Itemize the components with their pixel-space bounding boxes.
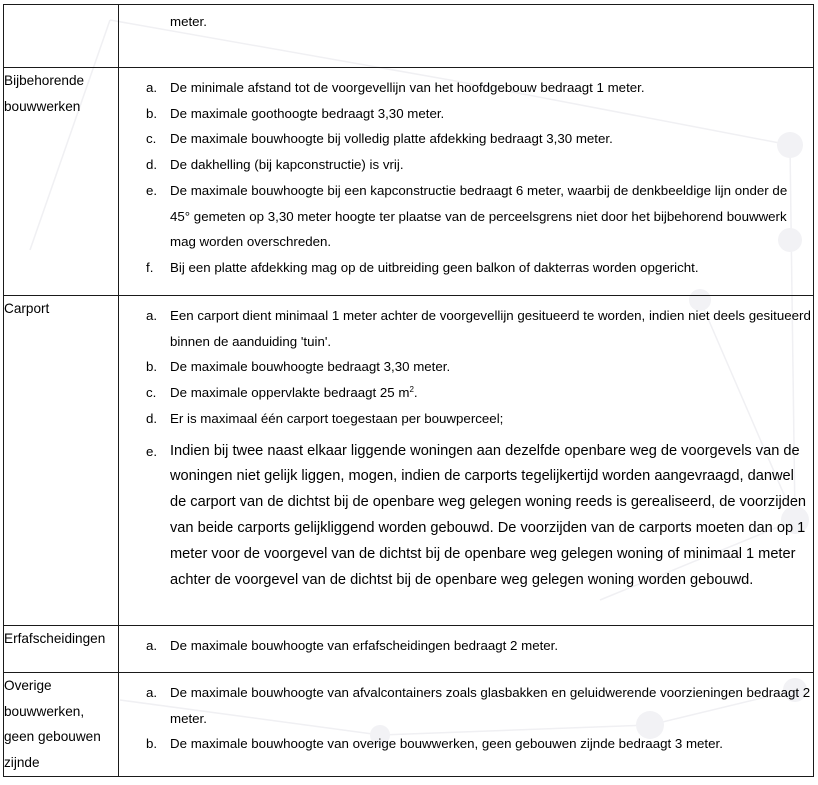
list-item: c. De maximale bouwhoogte bij volledig platte afdekking bedraagt 3,30 meter. [146, 131, 613, 147]
list-item: a. De maximale bouwhoogte van afvalcontainers zoals glasbakken en geluidwerende voorzieningen bedraagt 2 meter. [146, 685, 811, 726]
row-label: Erfafscheidingen [4, 626, 119, 673]
list-item: d. De dakhelling (bij kapconstructie) is vrij. [146, 157, 404, 173]
list-item: f. Bij een platte afdekking mag op de uitbreiding geen balkon of dakterras worden opgericht. [146, 259, 699, 275]
row-label: Overige bouwwerken, geen gebouwen zijnde [4, 673, 119, 777]
list-item: c. De maximale oppervlakte bedraagt 25 $m^2$. [146, 385, 418, 401]
rule-list [119, 673, 813, 757]
row-label [4, 5, 119, 68]
rule-list [119, 68, 813, 281]
superscript: 2 [409, 385, 414, 395]
regulations-table [3, 4, 814, 777]
row-label: Carport [4, 296, 119, 626]
list-item: a. De maximale bouwhoogte van erfafscheidingen bedraagt 2 meter. [146, 638, 559, 653]
table-row [4, 5, 814, 68]
list-item: e. De maximale bouwhoogte bij een kapconstructie bedraagt 6 meter, waarbij de denkbeeldige lijn onder de 45° gemeten op 3,30 meter hoogte ter plaatse van de perceelsgrens niet door het bijbehorend bouwwerk mag worden overschreden. [146, 182, 788, 250]
list-item: a. De minimale afstand tot de voorgevellijn van het hoofdgebouw bedraagt 1 meter. [146, 80, 645, 95]
table-row-overige-bouwwerken [4, 673, 814, 777]
table-row-bijbehorende-bouwwerken [4, 68, 814, 296]
list-item: e. Indien bij twee naast elkaar liggende woningen aan dezelfde openbare weg de voorgevels van de woningen niet gelijk liggen, mogen, indien de carports tegelijkertijd worden aangevraagd, danwel de carport van de dichtst bij de openbare weg gelegen woning reeds is gerealiseerd, de voorzijden van beide carports gelijkliggend worden gebouwd. De voorzijden van de carports moeten dan op 1 meter voor de voorgevel van de dichtst bij de openbare weg gelegen woning of minimaal 1 meter achter de voorgevel van de dichtst bij de openbare weg gelegen woning worden gebouwd. [146, 442, 807, 588]
list-item: b. De maximale goothoogte bedraagt 3,30 meter. [146, 105, 445, 121]
list-item: b. De maximale bouwhoogte bedraagt 3,30 meter. [146, 359, 451, 375]
list-item: a. Een carport dient minimaal 1 meter achter de voorgevellijn gesitueerd te worden, indien niet deels gesitueerd binnen de aanduiding 'tuin'. [146, 308, 811, 349]
row-label: Bijbehorende bouwwerken [4, 68, 119, 296]
rule-list [119, 296, 813, 432]
rule-list [119, 626, 813, 659]
table-row-erfafscheidingen [4, 626, 814, 673]
rule-list [119, 432, 813, 594]
table-row-carport [4, 296, 814, 626]
continued-text: meter. [170, 14, 207, 29]
list-item: b. De maximale bouwhoogte van overige bouwwerken, geen gebouwen zijnde bedraagt 3 meter. [146, 736, 723, 752]
list-item: d. Er is maximaal één carport toegestaan per bouwperceel; [146, 410, 504, 426]
